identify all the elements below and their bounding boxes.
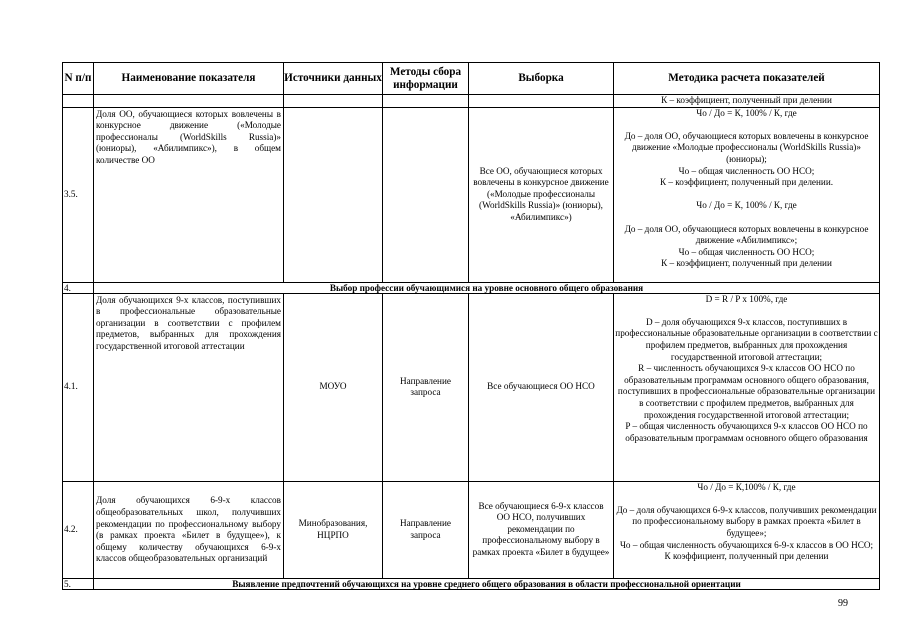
data-sources: Минобразования, НЦРПО xyxy=(284,481,383,578)
calc-method: D = R / P x 100%, где D – доля обучающихся 9-х классов, поступивших в профессиональные образовательные организации в соответствии с профилем предметов, выбранных для прохождения государственной итоговой аттестации; R – численность обучающихся 9-х классов ОО НСО по образовательным программам основного общего образования, поступивших в профессиональные образовательные организации в соответствии с профилем предметов, выбранных для прохождения государственной итоговой аттестации; P – общая численность обучающихся 9-х классов ОО НСО по образовательным программам основного общего образования xyxy=(614,293,880,481)
cont-num xyxy=(63,95,94,108)
indicator-name: Доля обучающихся 6-9-х классов общеобразовательных школ, получивших рекомендации по профессиональному выбору (в рамках проекта «Билет в будущее»), к общему количеству обучающихся 6-9-х классов общеобразовательных организаций xyxy=(94,481,284,578)
indicator-name: Доля обучающихся 9-х классов, поступивших в профессиональные образовательные организации в соответствии с профилем предметов, выбранных для прохождения государственной итоговой аттестации xyxy=(94,293,284,481)
row-num: 4.2. xyxy=(63,481,94,578)
section-title: Выявление предпочтений обучающихся на уровне среднего общего образования в области профессиональной ориентации xyxy=(94,578,880,589)
header-sources: Источники данных xyxy=(284,63,383,95)
sample: Все обучающиеся 6-9-х классов ОО НСО, получивших рекомендации по профессиональному выбору в рамках проекта «Билет в будущее» xyxy=(469,481,614,578)
section-num: 4. xyxy=(63,282,94,293)
row-num: 4.1. xyxy=(63,293,94,481)
sample: Все обучающиеся ОО НСО xyxy=(469,293,614,481)
header-sample: Выборка xyxy=(469,63,614,95)
header-calc: Методика расчета показателей xyxy=(614,63,880,95)
cont-methods xyxy=(383,95,469,108)
calc-method: Чо / До = К, 100% / К, где До – доля ОО, обучающиеся которых вовлечены в конкурсное движение «Молодые профессионалы (WorldSkills Russia)» (юниоры); Чо – общая численность ОО НСО; К – коэффициент, полученный при делении. Чо / До = К, 100% / К, где До – доля ОО, обучающиеся которых вовлечены в конкурсное движение «Абилимпикс»; Чо – общая численность ОО НСО; К – коэффициент, полученный при делении xyxy=(614,107,880,282)
section-row-4 xyxy=(63,282,880,293)
row-num: 3.5. xyxy=(63,107,94,282)
cont-name xyxy=(94,95,284,108)
calc-method: Чо / До = К,100% / К, где До – доля обучающихся 6-9-х классов, получивших рекомендации по профессиональному выбору в рамках проекта «Билет в будущее»; Чо – общая численность обучающихся 6-9-х классов в ОО НСО; К коэффициент, полученный при делении xyxy=(614,481,880,578)
indicators-table xyxy=(62,62,880,590)
header-row xyxy=(63,63,880,95)
page-number: 99 xyxy=(838,598,848,609)
section-row-5 xyxy=(63,578,880,589)
cont-calc: К – коэффициент, полученный при делении xyxy=(614,95,880,108)
section-num: 5. xyxy=(63,578,94,589)
sample: Все ОО, обучающиеся которых вовлечены в конкурсное движение («Молодые профессионалы (WorldSkills Russia)» (юниоры), «Абилимпикс») xyxy=(469,107,614,282)
continuation-row xyxy=(63,95,880,108)
header-name: Наименование показателя xyxy=(94,63,284,95)
data-sources xyxy=(284,107,383,282)
table-row-4-2 xyxy=(63,481,880,578)
table-row-4-1 xyxy=(63,293,880,481)
data-sources: МОУО xyxy=(284,293,383,481)
section-title: Выбор профессии обучающимися на уровне основного общего образования xyxy=(94,282,880,293)
collection-methods: Направление запроса xyxy=(383,293,469,481)
collection-methods xyxy=(383,107,469,282)
collection-methods: Направление запроса xyxy=(383,481,469,578)
cont-sample xyxy=(469,95,614,108)
cont-sources xyxy=(284,95,383,108)
indicator-name: Доля ОО, обучающиеся которых вовлечены в конкурсное движение («Молодые профессионалы (WorldSkills Russia)» (юниоры), «Абилимпикс»), в общем количестве ОО xyxy=(94,107,284,282)
header-num: N п/п xyxy=(63,63,94,95)
header-methods: Методы сбора информации xyxy=(383,63,469,95)
table-row-3-5 xyxy=(63,107,880,282)
